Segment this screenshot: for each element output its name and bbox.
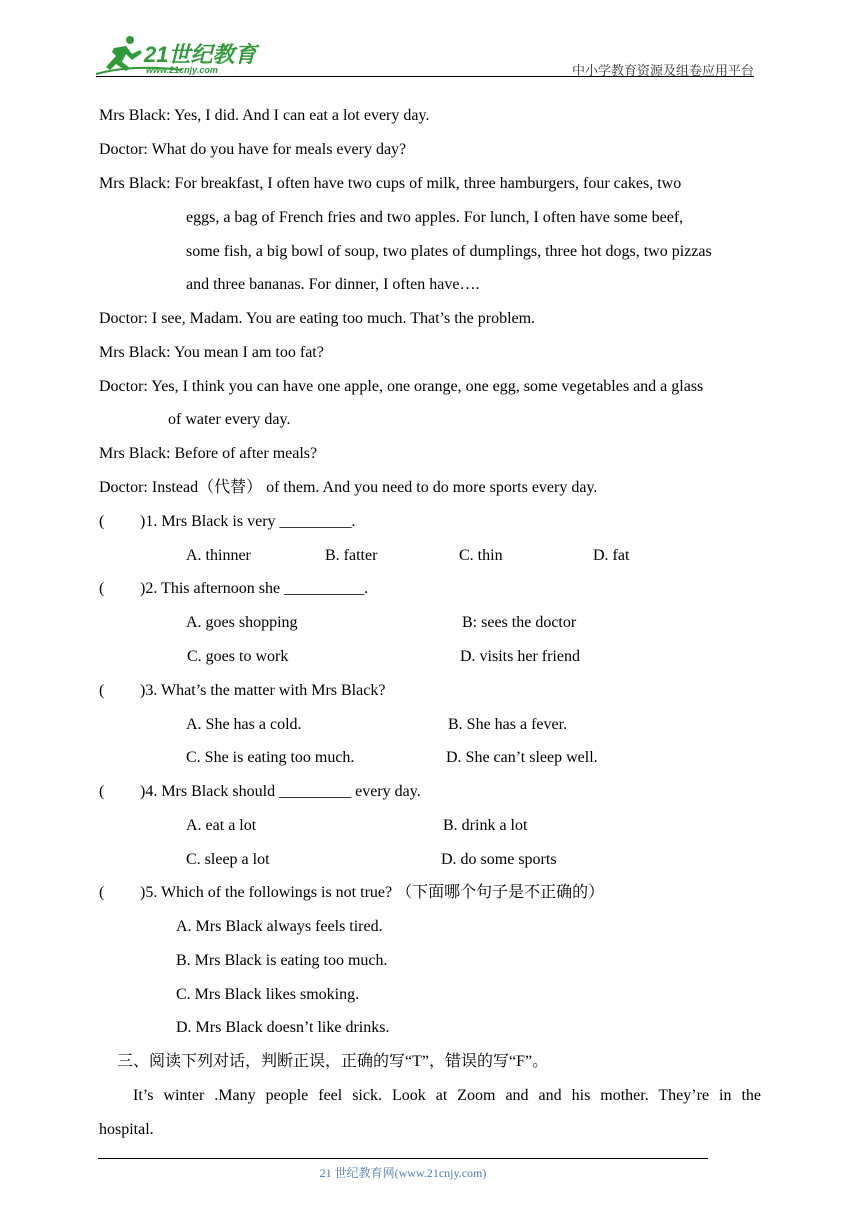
logo-text: 21世纪教育 bbox=[144, 42, 257, 67]
question-1-stem: )1. Mrs Black is very _________. bbox=[140, 513, 356, 530]
option-a: A. She has a cold. bbox=[186, 716, 302, 733]
dialogue-line: eggs, a bag of French fries and two apples. For lunch, I often have some beef, bbox=[186, 209, 684, 226]
option-c: C. goes to work bbox=[187, 648, 289, 665]
option-c: C. thin bbox=[459, 547, 503, 564]
dialogue-line: Doctor: Instead（代替） of them. And you need to do more sports every day. bbox=[99, 479, 598, 496]
dialogue-line: Doctor: Yes, I think you can have one apple, one orange, one egg, some vegetables and a glass bbox=[99, 378, 704, 395]
dialogue-line: Mrs Black: You mean I am too fat? bbox=[99, 344, 324, 361]
option-a: A. goes shopping bbox=[186, 614, 298, 631]
section-3-title: 三、阅读下列对话，判断正误，正确的写“T”，错误的写“F”。 bbox=[117, 1053, 549, 1070]
footer-divider bbox=[98, 1158, 708, 1159]
option-d: D. do some sports bbox=[441, 851, 557, 868]
section-3-paragraph-line: hospital. bbox=[99, 1121, 154, 1138]
option-b: B. Mrs Black is eating too much. bbox=[176, 952, 388, 969]
dialogue-line: Doctor: What do you have for meals every day? bbox=[99, 141, 407, 158]
option-a: A. thinner bbox=[186, 547, 251, 564]
header-divider bbox=[96, 76, 754, 77]
dialogue-line: Doctor: I see, Madam. You are eating too much. That’s the problem. bbox=[99, 310, 536, 327]
question-5-stem: )5. Which of the followings is not true? （下面哪个句子是不正确的） bbox=[140, 884, 605, 901]
logo-url: www.21cnjy.com bbox=[146, 65, 218, 75]
question-2-stem: )2. This afternoon she __________. bbox=[140, 580, 369, 597]
option-b: B. fatter bbox=[325, 547, 378, 564]
answer-bracket[interactable]: ( bbox=[99, 884, 105, 901]
option-b: B. She has a fever. bbox=[448, 716, 568, 733]
dialogue-line: and three bananas. For dinner, I often have…. bbox=[186, 276, 480, 293]
dialogue-line: Mrs Black: For breakfast, I often have two cups of milk, three hamburgers, four cakes, two bbox=[99, 175, 682, 192]
option-d: D. fat bbox=[593, 547, 630, 564]
answer-bracket[interactable]: ( bbox=[99, 580, 105, 597]
site-logo bbox=[92, 34, 262, 76]
header-platform-text: 中小学教育资源及组卷应用平台 bbox=[571, 64, 754, 79]
dialogue-line: Mrs Black: Yes, I did. And I can eat a lot every day. bbox=[99, 107, 430, 124]
option-d: D. She can’t sleep well. bbox=[446, 749, 598, 766]
option-b: B. drink a lot bbox=[443, 817, 528, 834]
answer-bracket[interactable]: ( bbox=[99, 783, 105, 800]
option-c: C. Mrs Black likes smoking. bbox=[176, 986, 360, 1003]
option-d: D. visits her friend bbox=[460, 648, 580, 665]
question-3-stem: )3. What’s the matter with Mrs Black? bbox=[140, 682, 386, 699]
question-4-stem: )4. Mrs Black should _________ every day. bbox=[140, 783, 421, 800]
dialogue-line: of water every day. bbox=[168, 411, 291, 428]
option-b: B: sees the doctor bbox=[462, 614, 577, 631]
footer-link[interactable]: 21 世纪教育网(www.21cnjy.com) bbox=[319, 1166, 487, 1180]
option-c: C. sleep a lot bbox=[186, 851, 270, 868]
option-a: A. eat a lot bbox=[186, 817, 257, 834]
option-d: D. Mrs Black doesn’t like drinks. bbox=[176, 1019, 390, 1036]
answer-bracket[interactable]: ( bbox=[99, 682, 105, 699]
section-3-paragraph-line: It’s winter .Many people feel sick. Look at Zoom and and his mother. They’re in the bbox=[133, 1087, 761, 1104]
option-a: A. Mrs Black always feels tired. bbox=[176, 918, 383, 935]
dialogue-line: some fish, a big bowl of soup, two plates of dumplings, three hot dogs, two pizzas bbox=[186, 243, 712, 260]
dialogue-line: Mrs Black: Before of after meals? bbox=[99, 445, 318, 462]
option-c: C. She is eating too much. bbox=[186, 749, 355, 766]
answer-bracket[interactable]: ( bbox=[99, 513, 105, 530]
